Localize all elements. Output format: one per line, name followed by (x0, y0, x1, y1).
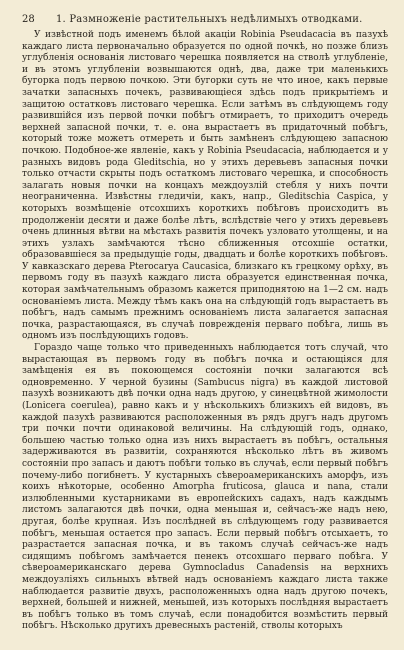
page-number: 28 (22, 14, 35, 25)
running-title: 1. Размноженіе растительныхъ недѣлимыхъ отводками. (56, 14, 363, 25)
running-header (22, 14, 388, 26)
paragraph: Гораздо чаще только что приведенныхъ наблюдается тотъ случай, что вырастающая въ первомъ году въ побѣгъ почка и остающіяся для замѣщенія ея въ покоющемся состояніи почки залагаются всѣ одновременно. У черной бузины (Sambucus nigra) въ каждой листовой пазухѣ возникаютъ двѣ почки одна надъ другою, у синецвѣтной жимолости (Lonicera coerulea), равно какъ и у нѣсколькихъ близкихъ ей видовъ, въ каждой пазухѣ развиваются расположенныя въ рядъ другъ надъ другомъ три почки почти одинаковой величины. На слѣдующій годъ, однако, большею частью только одна изъ нихъ вырастаетъ въ побѣгъ, остальныя задерживаются въ развитіи, сохраняются нѣсколько лѣтъ въ живомъ состояніи про запасъ и даютъ побѣги только въ случаѣ, если первый побѣгъ почему-либо погибнетъ. У кустарныхъ сѣвероамериканскихъ аморфъ, изъ коихъ нѣкоторые, особенно Amorpha fruticosa, glauca и nana, стали излюбленными кустарниками въ европейскихъ садахъ, надъ каждымъ листомъ залагаются двѣ почки, одна меньшая и, сейчасъ-же надъ нею, другая, болѣе крупная. Изъ послѣдней въ слѣдующемъ году развивается побѣгъ, меньшая остается про запасъ. Если первый побѣгъ отсыхаетъ, то разрастается запасная почка, и въ такомъ случаѣ сейчасъ-же надъ сидящимъ побѣгомъ замѣчается пенекъ отсохшаго перваго побѣга. У сѣвероамериканскаго дерева Gymnocladus Canadensis на верхнихъ междоузліяхъ сильныхъ вѣтвей надъ основаніемъ каждаго листа также наблюдается развитіе двухъ, расположенныхъ одна надъ другою почекъ, верхней, большей и нижней, меньшей, изъ которыхъ послѣдняя вырастаетъ въ побѣгъ только въ томъ случаѣ, если понадобится возмѣстить первый побѣгъ. Нѣсколько другихъ древесныхъ растеній, стволы которыхъ (22, 343, 388, 632)
paragraph: У извѣстной подъ именемъ бѣлой акаціи Robinia Pseudacacia въ пазухѣ каждаго листа первоначально образуется по одной почкѣ, но позже близъ углубленія основанія листоваго черешка появляется на стволѣ углубленіе, и въ этомъ углубленіи возвышаются однѣ, два, даже три маленькихъ бугорка подъ первою почкою. Эти бугорки суть не что иное, какъ первые зачатки запасныхъ почекъ, развивающіеся здѣсь подъ прикрытіемъ и защитою остатковъ листоваго черешка. Если затѣмъ въ слѣдующемъ году развившійся изъ первой почки побѣгъ отмираетъ, то приходитъ очередь верхней запасной почки, т. е. она вырастаетъ въ придаточный побѣгъ, который тоже можетъ отмереть и быть замѣненъ слѣдующею запасною почкою. Подобное-же явленіе, какъ у Robinia Pseudacacia, наблюдается и у разныхъ видовъ рода Gleditschia, но у этихъ деревьевъ запасныя почки только отчасти скрыты подъ остаткомъ листоваго черешка, и способность залагать новыя почки на концахъ междоузлій стебля у нихъ почти неограниченна. Извѣстны гледичіи, какъ, напр., Gleditschia Caspica, у которыхъ возмѣщеніе отсохшихъ короткихъ побѣговъ происходитъ въ продолженіи десяти и даже болѣе лѣтъ, вслѣдствіе чего у этихъ деревьевъ очень длинныя вѣтви на мѣстахъ развитія почекъ узловато утолщены, и на этихъ узлахъ замѣчаются тѣсно сближенныя отсохшіе остатки, образовавшіеся за предыдущіе годы, двадцать и болѣе короткихъ побѣговъ. У кавказскаго дерева Pterocarya Caucasica, близкаго къ грецкому орѣху, въ первомъ году въ пазухѣ каждаго листа образуется единственная почка, которая замѣчательнымъ образомъ кажется приподнятою на 1—2 см. надъ основаніемъ листа. Между тѣмъ какъ она на слѣдующій годъ вырастаетъ въ побѣгъ, надъ самымъ прежнимъ основаніемъ листа залагается запасная почка, разрастающаяся, въ случаѣ поврежденія перваго побѣга, лишь въ одномъ изъ послѣдующихъ годовъ. (22, 30, 388, 342)
body-text (22, 30, 388, 633)
